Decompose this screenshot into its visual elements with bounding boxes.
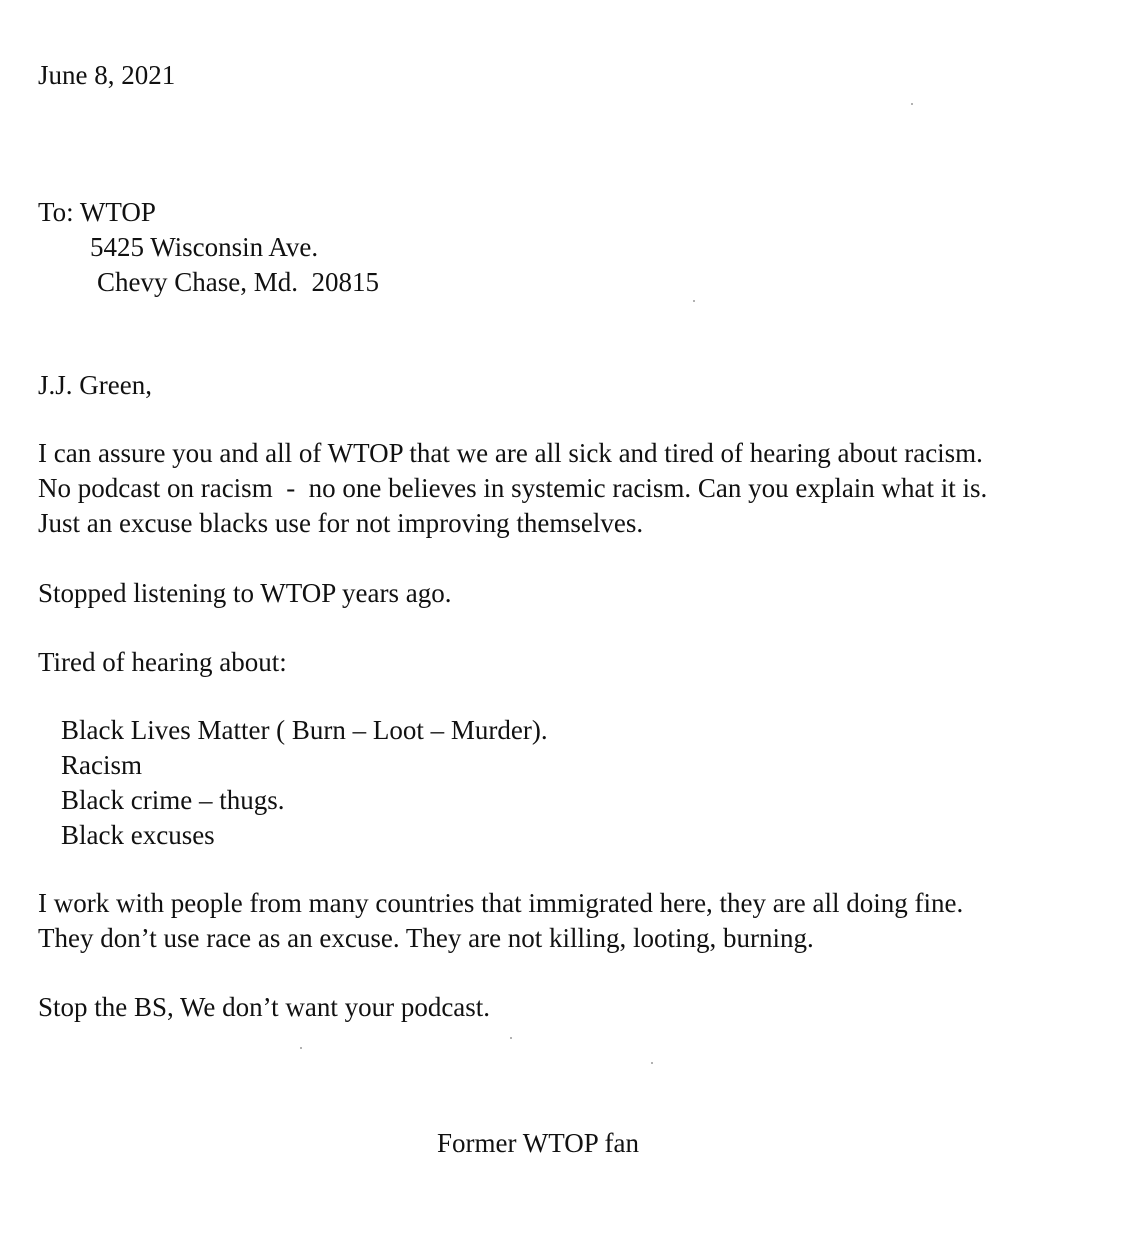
paragraph-line: I can assure you and all of WTOP that we are all sick and tired of hearing about racism. [38,438,983,468]
tired-intro: Tired of hearing about: [38,647,287,677]
list-item: Black excuses [61,820,215,850]
list-item: Black Lives Matter ( Burn – Loot – Murder). [61,715,548,745]
scan-speck [300,1047,302,1049]
paragraph-line: I work with people from many countries that immigrated here, they are all doing fine. [38,888,964,918]
letter-date: June 8, 2021 [38,60,176,90]
recipient-street: 5425 Wisconsin Ave. [90,232,319,262]
list-item: Racism [61,750,142,780]
paragraph-line: No podcast on racism - no one believes in systemic racism. Can you explain what it is. [38,473,988,503]
paragraph-line: Just an excuse blacks use for not improving themselves. [38,508,644,538]
closing-line: Stop the BS, We don’t want your podcast. [38,992,491,1022]
scan-speck [651,1062,653,1064]
paragraph-stopped-listening: Stopped listening to WTOP years ago. [38,578,452,608]
list-item: Black crime – thugs. [61,785,285,815]
scan-speck [693,300,695,302]
scan-speck [510,1037,512,1039]
scan-speck [911,103,913,105]
paragraph-line: They don’t use race as an excuse. They are not killing, looting, burning. [38,923,814,953]
signature: Former WTOP fan [437,1128,639,1158]
recipient-to-line: To: WTOP [38,197,156,227]
recipient-city: Chevy Chase, Md. 20815 [97,267,379,297]
salutation: J.J. Green, [38,370,152,400]
